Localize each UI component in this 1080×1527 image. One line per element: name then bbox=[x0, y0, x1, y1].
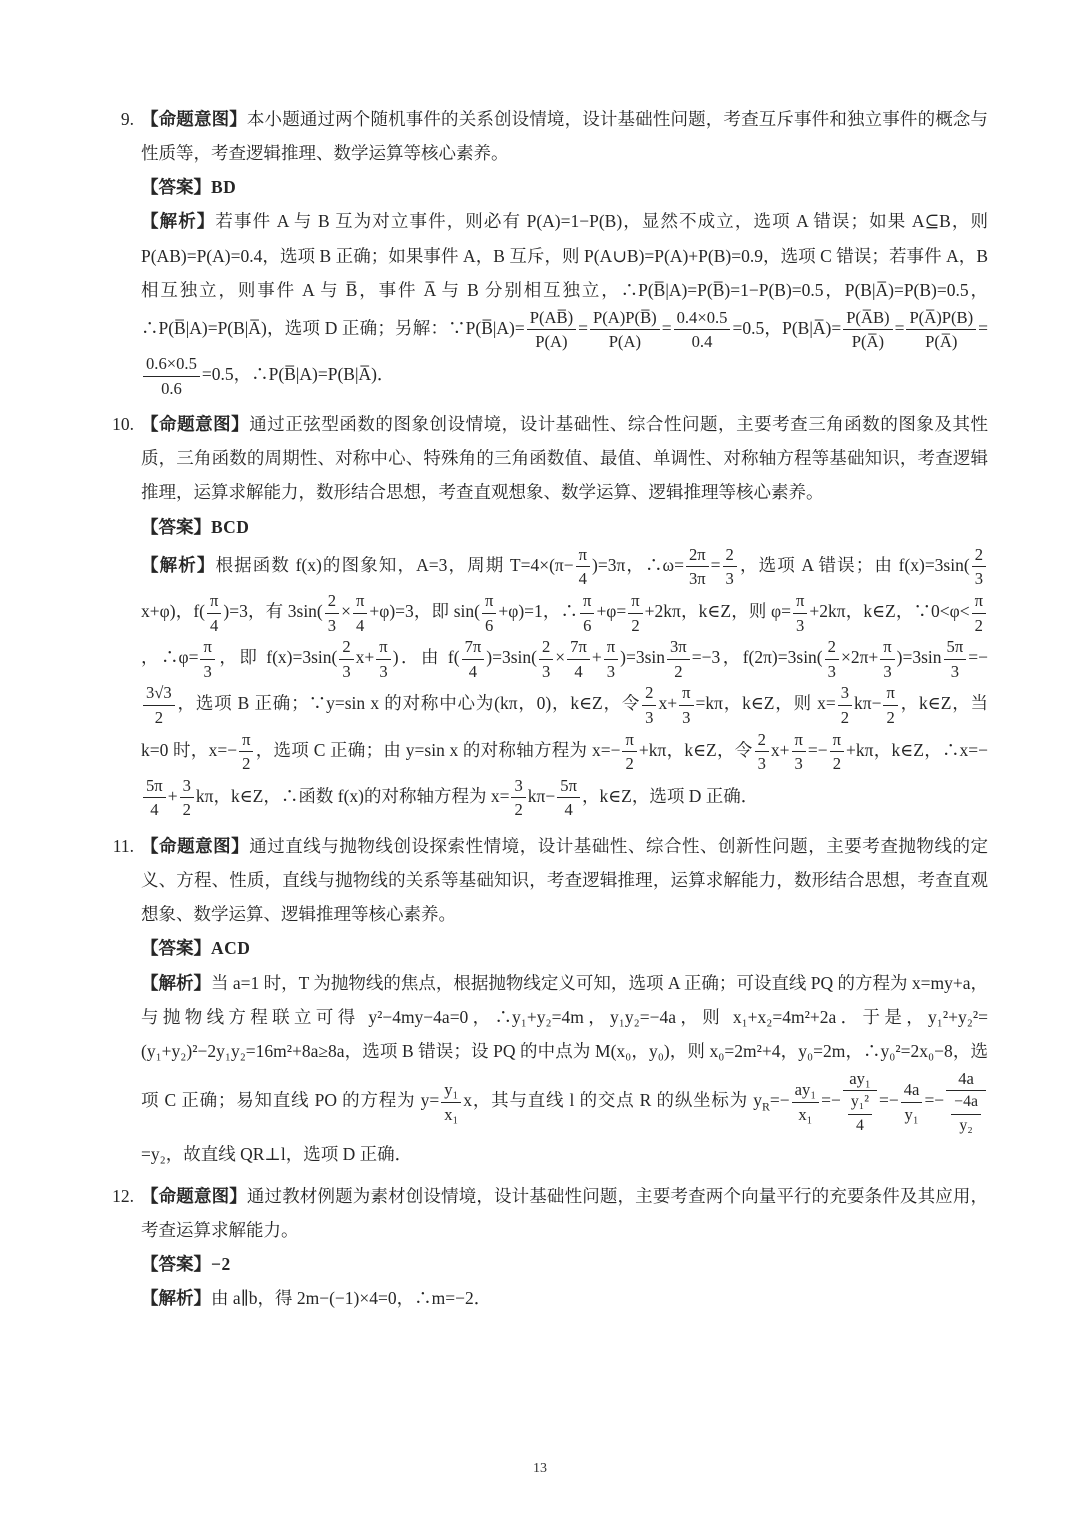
analysis-label: 【解析】 bbox=[141, 1288, 211, 1309]
intent-label: 【命题意图】 bbox=[141, 1185, 247, 1206]
analysis-text: 若事件 A 与 B 互为对立事件，则必有 P(A)=1−P(B)，显然不成立，选项 A 错误；如果 A⊆B，则 P(AB)=P(A)=0.4，选项 B 正确；如果事件 A，B 互斥，则 P(A∪B)=P(A)+P(B)=0.9，选项 C 错误；若事件 A，B 相互独立，则事件 A 与 B̅，事件 A̅ 与 B 分别相互独立，∴P(B̅|A)=P(B̅)=1−P(B)=0.5，P(B|A̅)=P(B)=0.5，∴P(B̅|A)=P(B|A̅)，选项 D 正确；另解：∵P(B̅|A)= $\frac{P(AB̅)}{P(A)}$ = $\frac{P(A)P(B̅)}{P(A)}$ = $\frac{0.4\times 0.5}{0.4}$ =0.5，P(B|A̅)= $\frac{P(A̅B)}{P(A̅)}$ = $\frac{P(A̅)P(B)}{P(A̅)}$ = $\frac{0.6\times 0.5}{0.6}$ =0.5，∴P(B̅|A)=P(B|A̅)． bbox=[141, 211, 988, 398]
fraction: $\frac{\pi}{4}$ bbox=[207, 590, 221, 636]
question-body bbox=[141, 829, 988, 1171]
fraction: $\frac{2}{3}$ bbox=[972, 544, 986, 590]
analysis-label: 【解析】 bbox=[141, 211, 216, 232]
fraction: $\frac{\text{ay₁}}{\frac{\text{y₁²}}{4}}$ bbox=[843, 1068, 877, 1137]
analysis-label: 【解析】 bbox=[141, 554, 216, 575]
fraction: $\frac{\pi}{3}$ bbox=[880, 636, 894, 682]
question-intent bbox=[141, 407, 988, 509]
fraction: $\frac{0.6\times 0.5}{0.6}$ bbox=[143, 353, 200, 399]
fraction: $\frac{5\pi}{4}$ bbox=[557, 775, 580, 821]
fraction: $\frac{2}{3}$ bbox=[339, 636, 353, 682]
fraction: $\frac{\pi}{3}$ bbox=[793, 590, 807, 636]
analysis-text: 当 a=1 时，T 为抛物线的焦点，根据抛物线定义可知，选项 A 正确；可设直线 PQ 的方程为 x=my+a，与抛物线方程联立可得 y²−4my−4a=0，∴y₁+y₂=4m，y₁y₂=−4a，则 x₁+x₂=4m²+2a．于是，y₁²+y₂²=(y₁+y₂)²−2y₁y₂=16m²+8a≥8a，选项 B 错误；设 PQ 的中点为 M(x₀，y₀)，则 x₀=2m²+4，y₀=2m，∴y₀²=2x₀−8，选项 C 正确；易知直线 PO 的方程为 y= $\frac{\text{y₁}}{\text{x₁}}$ x，其与直线 l 的交点 R 的纵坐标为 $y_R=-$ $\frac{\text{ay₁}}{\text{x₁}}$ =− $\frac{\text{ay₁}}{\frac{\text{y₁²}}{4}}$ =− $\frac{4a}{\text{y₁}}$ =− $\frac{4a}{\frac{-4a}{\text{y₂}}}$ =y₂，故直线 QR⊥l，选项 D 正确． bbox=[141, 972, 989, 1164]
question-10 bbox=[102, 407, 988, 821]
fraction: $\frac{P(AB̅)}{P(A)}$ bbox=[527, 307, 576, 353]
intent-text: 通过教材例题为素材创设情境，设计基础性问题，主要考查两个向量平行的充要条件及其应用，考查运算求解能力。 bbox=[141, 1185, 989, 1240]
fraction: $\frac{\pi}{2}$ bbox=[883, 682, 897, 728]
intent-label: 【命题意图】 bbox=[141, 836, 250, 856]
answer-label: 【答案】 bbox=[141, 1253, 211, 1274]
fraction: $\frac{7\pi}{4}$ bbox=[462, 636, 485, 682]
fraction: $\frac{\pi}{2}$ bbox=[972, 590, 986, 636]
fraction: $\frac{\pi}{6}$ bbox=[482, 590, 496, 636]
answer-key-page bbox=[102, 102, 988, 1323]
question-intent bbox=[141, 102, 988, 170]
fraction: $\frac{4a}{\text{y₁}}$ bbox=[901, 1079, 923, 1125]
fraction: $\frac{\pi}{3}$ bbox=[679, 682, 693, 728]
fraction: $\frac{2}{3}$ bbox=[539, 636, 553, 682]
fraction: $\frac{-4a}{\text{y₂}}$ bbox=[951, 1092, 981, 1136]
fraction: $\frac{0.4\times 0.5}{0.4}$ bbox=[674, 307, 731, 353]
analysis-text: 根据函数 f(x)的图象知，A=3，周期 T=4×(π− $\frac{\pi}{4}$ )=3π，∴ω= $\frac{2\pi}{3\pi}$ = $\frac{2}{3}$ ，选项 A 错误；由 f(x)=3sin( $\frac{2}{3}$ x+φ)，f( $\frac{\pi}{4}$ )=3，有 3sin( $\frac{2}{3}$ × $\frac{\pi}{4}$ +φ)=3，即 sin( $\frac{\pi}{6}$ +φ)=1，∴ $\frac{\pi}{6}$ +φ= $\frac{\pi}{2}$ +2kπ，k∈Z，则 φ= $\frac{\pi}{3}$ +2kπ，k∈Z，∵0<φ< $\frac{\pi}{2}$ ，∴φ= $\frac{\pi}{3}$ ，即 f(x)=3sin( $\frac{2}{3}$ x+ $\frac{\pi}{3}$ )．由 f( $\frac{7\pi}{4}$ )=3sin( $\frac{2}{3}$ × $\frac{7\pi}{4}$ + $\frac{\pi}{3}$ )=3sin $\frac{3\pi}{2}$ =−3，f(2π)=3sin( $\frac{2}{3}$ ×2π+ $\frac{\pi}{3}$ )=3sin $\frac{5\pi}{3}$ =− $\frac{3√3}{2}$ ，选项 B 正确；∵y=sin x 的对称中心为(kπ，0)，k∈Z，令 $\frac{2}{3}$ x+ $\frac{\pi}{3}$ =kπ，k∈Z，则 x= $\frac{3}{2}$ kπ− $\frac{\pi}{2}$ ，k∈Z，当 k=0 时，x=− $\frac{\pi}{2}$ ，选项 C 正确；由 y=sin x 的对称轴方程为 x=− $\frac{\pi}{2}$ +kπ，k∈Z，令 $\frac{2}{3}$ x+ $\frac{\pi}{3}$ =− $\frac{\pi}{2}$ +kπ，k∈Z，∴x=− $\frac{5\pi}{4}$ + $\frac{3}{2}$ kπ，k∈Z，∴函数 f(x)的对称轴方程为 x= $\frac{3}{2}$ kπ− $\frac{5\pi}{4}$ ，k∈Z，选项 D 正确． bbox=[141, 544, 988, 820]
fraction: $\frac{5\pi}{3}$ bbox=[944, 636, 967, 682]
question-body bbox=[141, 102, 988, 399]
fraction: $\frac{5\pi}{4}$ bbox=[143, 775, 166, 821]
intent-text: 通过正弦型函数的图象创设情境，设计基础性、综合性问题，主要考查三角函数的图象及其性质，三角函数的周期性、对称中心、特殊角的三角函数值、最值、单调性、对称轴方程等基础知识，考查逻辑推理，运算求解能力，数形结合思想，考查直观想象、数学运算、逻辑推理等核心素养。 bbox=[141, 414, 989, 503]
question-analysis bbox=[141, 544, 988, 821]
page-number: 13 bbox=[533, 1461, 547, 1476]
fraction: $\frac{2\pi}{3\pi}$ bbox=[686, 544, 709, 590]
question-analysis bbox=[141, 1281, 988, 1315]
answer-label: 【答案】 bbox=[141, 938, 211, 959]
fraction: $\frac{P(A̅B)}{P(A̅)}$ bbox=[843, 307, 892, 353]
question-9 bbox=[102, 102, 988, 399]
fraction: $\frac{\pi}{3}$ bbox=[376, 636, 390, 682]
fraction: $\frac{3}{2}$ bbox=[180, 775, 194, 821]
analysis-text: 由 a∥b，得 2m−(−1)×4=0，∴m=−2． bbox=[211, 1288, 492, 1309]
answer-value: BCD bbox=[211, 516, 250, 537]
fraction: $\frac{\pi}{3}$ bbox=[792, 729, 806, 775]
fraction: $\frac{\pi}{4}$ bbox=[353, 590, 367, 636]
answer-value: ACD bbox=[211, 938, 251, 959]
fraction: $\frac{P(A̅)P(B)}{P(A̅)}$ bbox=[906, 307, 976, 353]
question-intent bbox=[141, 829, 988, 931]
fraction: $\frac{P(A)P(B̅)}{P(A)}$ bbox=[590, 307, 660, 353]
question-analysis bbox=[141, 966, 988, 1171]
fraction: $\frac{3}{2}$ bbox=[838, 682, 852, 728]
fraction: $\frac{\pi}{2}$ bbox=[239, 729, 253, 775]
question-answer bbox=[141, 931, 988, 965]
fraction: $\frac{2}{3}$ bbox=[755, 729, 769, 775]
fraction: $\frac{7\pi}{4}$ bbox=[567, 636, 590, 682]
analysis-label: 【解析】 bbox=[141, 972, 212, 993]
fraction: $\frac{3√3}{2}$ bbox=[143, 682, 175, 728]
question-body bbox=[141, 1179, 988, 1316]
fraction: $\frac{\pi}{2}$ bbox=[622, 729, 636, 775]
fraction: $\frac{\pi}{4}$ bbox=[576, 544, 590, 590]
question-11 bbox=[102, 829, 988, 1171]
fraction: $\frac{\pi}{2}$ bbox=[628, 590, 642, 636]
fraction: $\frac{2}{3}$ bbox=[825, 636, 839, 682]
fraction: $\frac{4a}{\frac{-4a}{\text{y₂}}}$ bbox=[946, 1068, 986, 1137]
intent-text: 本小题通过两个随机事件的关系创设情境，设计基础性问题，考查互斥事件和独立事件的概念与性质等，考查逻辑推理、数学运算等核心素养。 bbox=[141, 109, 989, 164]
answer-label: 【答案】 bbox=[141, 516, 211, 537]
question-12 bbox=[102, 1179, 988, 1316]
intent-label: 【命题意图】 bbox=[141, 414, 250, 435]
fraction: $\frac{2}{3}$ bbox=[642, 682, 656, 728]
answer-value: BD bbox=[211, 177, 237, 198]
question-analysis bbox=[141, 204, 988, 399]
fraction: $\frac{\pi}{6}$ bbox=[580, 590, 594, 636]
fraction: $\frac{\pi}{2}$ bbox=[830, 729, 844, 775]
fraction: $\frac{\text{y₁²}}{4}$ bbox=[848, 1092, 872, 1136]
fraction: $\frac{3\pi}{2}$ bbox=[667, 636, 690, 682]
question-number: 9. bbox=[120, 109, 134, 129]
fraction: $\frac{\pi}{3}$ bbox=[200, 636, 214, 682]
intent-label: 【命题意图】 bbox=[141, 109, 247, 129]
fraction: $\frac{\text{y₁}}{\text{x₁}}$ bbox=[441, 1079, 461, 1125]
answer-value: −2 bbox=[211, 1253, 231, 1274]
question-number: 10. bbox=[112, 414, 134, 435]
fraction: $\frac{\text{ay₁}}{\text{x₁}}$ bbox=[792, 1079, 819, 1125]
question-number: 11. bbox=[112, 836, 134, 856]
fraction: $\frac{2}{3}$ bbox=[723, 544, 737, 590]
answer-label: 【答案】 bbox=[141, 177, 211, 198]
fraction: $\frac{\pi}{3}$ bbox=[604, 636, 618, 682]
intent-text: 通过直线与抛物线创设探索性情境，设计基础性、综合性、创新性问题，主要考查抛物线的定义、方程、性质，直线与抛物线的关系等基础知识，考查逻辑推理，运算求解能力，数形结合思想，考查直观想象、数学运算、逻辑推理等核心素养。 bbox=[141, 836, 989, 925]
question-number: 12. bbox=[112, 1185, 134, 1206]
question-answer bbox=[141, 170, 988, 204]
question-answer bbox=[141, 510, 988, 544]
question-body bbox=[141, 407, 988, 821]
question-intent bbox=[141, 1179, 988, 1247]
fraction: $\frac{2}{3}$ bbox=[325, 590, 339, 636]
question-answer bbox=[141, 1247, 988, 1281]
fraction: $\frac{3}{2}$ bbox=[511, 775, 525, 821]
